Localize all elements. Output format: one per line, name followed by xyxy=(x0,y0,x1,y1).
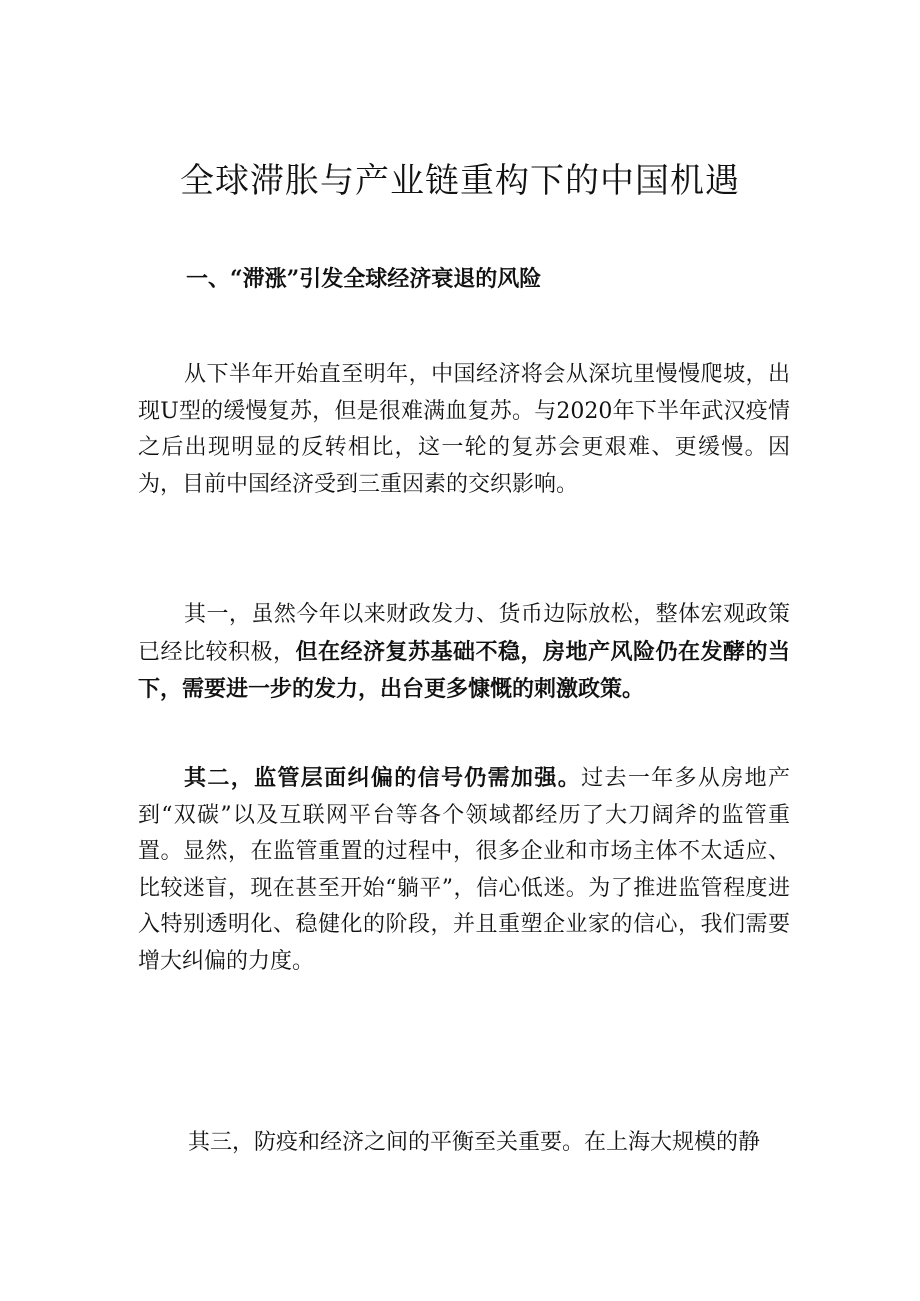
paragraph-2-plain-text: 其一，虽然今年以来财政发力、货币边际放松，整体宏观政策已经比较积极， xyxy=(138,602,790,665)
paragraph-2-bold-text: 但在经济复苏基础不稳，房地产风险仍在发酵的当下，需要进一步的发力，出台更多慷慨的刺激政策。 xyxy=(138,638,790,702)
document-title: 全球滞胀与产业链重构下的中国机遇 xyxy=(180,161,740,201)
paragraph-1 xyxy=(138,357,790,503)
paragraph-2 xyxy=(138,597,790,709)
paragraph-1-text: 从下半年开始直至明年，中国经济将会从深坑里慢慢爬坡，出现U型的缓慢复苏，但是很难满血复苏。与2020年下半年武汉疫情之后出现明显的反转相比，这一轮的复苏会更艰难、更缓慢。因为，目前中国经济受到三重因素的交织影响。 xyxy=(138,362,790,497)
section-heading: 一、“滞涨”引发全球经济衰退的风险 xyxy=(186,266,542,292)
paragraph-3 xyxy=(138,760,790,980)
paragraph-4-text: 其三，防疫和经济之间的平衡至关重要。在上海大规模的静 xyxy=(188,1130,761,1155)
paragraph-4 xyxy=(138,1125,790,1162)
paragraph-3-plain-text: 过去一年多从房地产到“双碳”以及互联网平台等各个领域都经历了大刀阔斧的监管重置。显然，在监管重置的过程中，很多企业和市场主体不太适应、比较迷盲，现在甚至开始“躺平”，信心低迷。为了推进监管程度进入特别透明化、稳健化的阶段，并且重塑企业家的信心，我们需要增大纠偏的力度。 xyxy=(138,766,790,974)
paragraph-3-bold-text: 其二，监管层面纠偏的信号仍需加强。 xyxy=(184,765,582,791)
